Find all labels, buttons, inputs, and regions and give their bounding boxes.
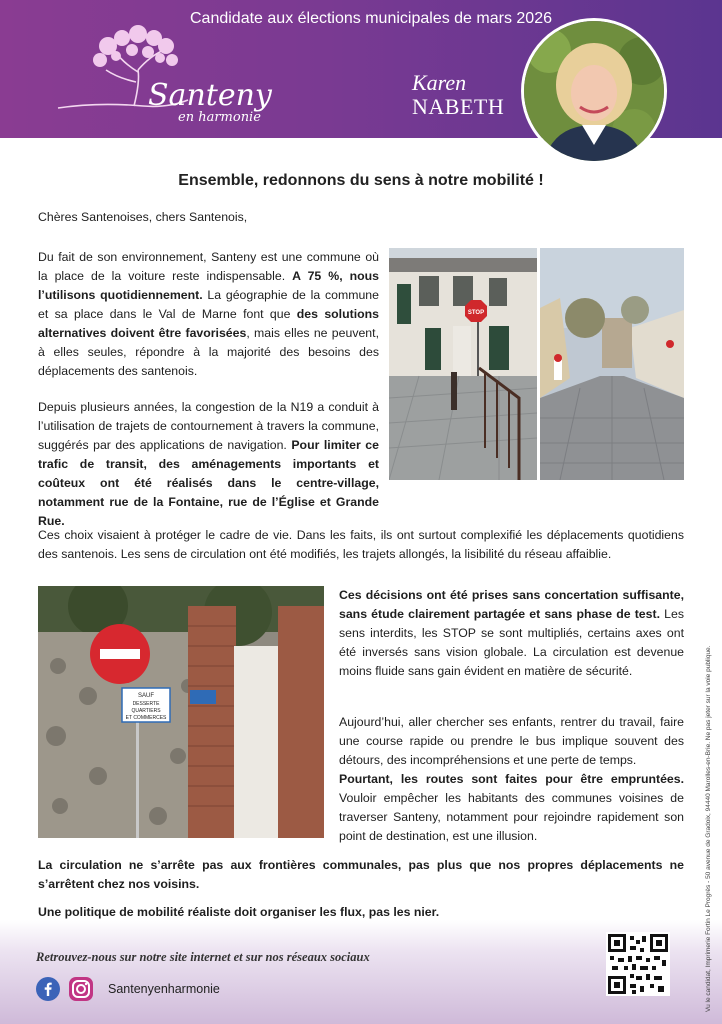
legal-notice: Vu le candidat, Imprimerie Fortin Le Progrès - 50 avenue de Gradoix, 94440 Marolles-en-Brie. Ne pas jeter sur la voie publique.	[705, 645, 712, 1012]
no-entry-photo	[38, 586, 324, 838]
qr-code-icon[interactable]	[606, 932, 670, 996]
paragraph-8: Une politique de mobilité réaliste doit organiser les flux, pas les nier.	[38, 905, 440, 919]
header-title: Candidate aux élections municipales de mars 2026	[190, 10, 552, 27]
facebook-icon[interactable]	[36, 977, 60, 1001]
paragraph-6: Pourtant, les routes sont faites pour être empruntées. Vouloir empêcher les habitants des communes voisines de traverser Santeny, notamment pour rejoindre rapidement son point de destination, est une illusion.	[339, 772, 684, 843]
article-headline: Ensemble, redonnons du sens à notre mobilité !	[178, 172, 544, 189]
stop-sign-text: STOP	[467, 310, 485, 316]
street-photo-stop	[389, 248, 537, 480]
sign-line-3: QUARTIERS	[131, 708, 161, 714]
footer-tagline: Retrouvez-nous sur notre site internet et sur nos réseaux sociaux	[36, 950, 370, 964]
social-links	[36, 976, 220, 1002]
paragraph-4: Ces décisions ont été prises sans concertation suffisante, sans étude clairement partagée et sans phase de test. Les sens interdits, les STOP se sont multipliés, certains axes ont été inversés sans vision globale. La circulation est devenue moins fluide sans gain évident en matière de sécurité.	[339, 588, 684, 678]
sign-line-4: ET COMMERCES	[125, 715, 167, 721]
sign-line-2: DESSERTE	[132, 701, 160, 707]
greeting: Chères Santenoises, chers Santenois,	[38, 210, 248, 224]
social-handle[interactable]: Santenyenharmonie	[108, 982, 220, 996]
instagram-icon[interactable]	[68, 976, 94, 1002]
candidate-last-name: NABETH	[412, 94, 505, 119]
paragraph-7: La circulation ne s’arrête pas aux frontières communales, pas plus que nos propres déplacements ne s’arrêtent chez nos voisins.	[38, 858, 684, 891]
sign-line-1: SAUF	[137, 693, 155, 699]
paragraph-2: Depuis plusieurs années, la congestion de la N19 a conduit à l’utilisation de trajets de contournement à travers la commune, suggérés par des applications de navigation. Pour limiter ce trafic de transit, des aménagements importants et coûteux ont été réalisés dans le centre-village, notamment rue de la Fontaine, rue de l’Église et Grande Rue.	[38, 400, 379, 528]
paragraph-5: Aujourd’hui, aller chercher ses enfants, rentrer du travail, faire une course rapide ou prendre le bus implique souvent des détours, des incompréhensions et une perte de temps.	[339, 715, 684, 767]
paragraph-1: Du fait de son environnement, Santeny est une commune où la place de la voiture reste indispensable. A 75 %, nous l’utilisons quotidiennement. La géographie de la commune et sa place dans le Val de Marne font que des solutions alternatives doivent être favorisées, mais elles ne peuvent, à elles seules, répondre à la majorité des besoins des déplacements des santenois.	[38, 250, 380, 378]
candidate-first-name: Karen	[412, 70, 467, 95]
candidate-portrait	[521, 18, 667, 164]
brand-tagline: en harmonie	[178, 110, 261, 125]
street-photo-cobbles	[540, 248, 684, 480]
brand-name: Santeny	[148, 78, 272, 113]
paragraph-3: Ces choix visaient à protéger le cadre de vie. Dans les faits, ils ont surtout complexifié les déplacements quotidiens des santenois. Les sens de circulation ont été modifiés, les trajets allongés, la lisibilité du réseau affaiblie.	[38, 528, 684, 561]
